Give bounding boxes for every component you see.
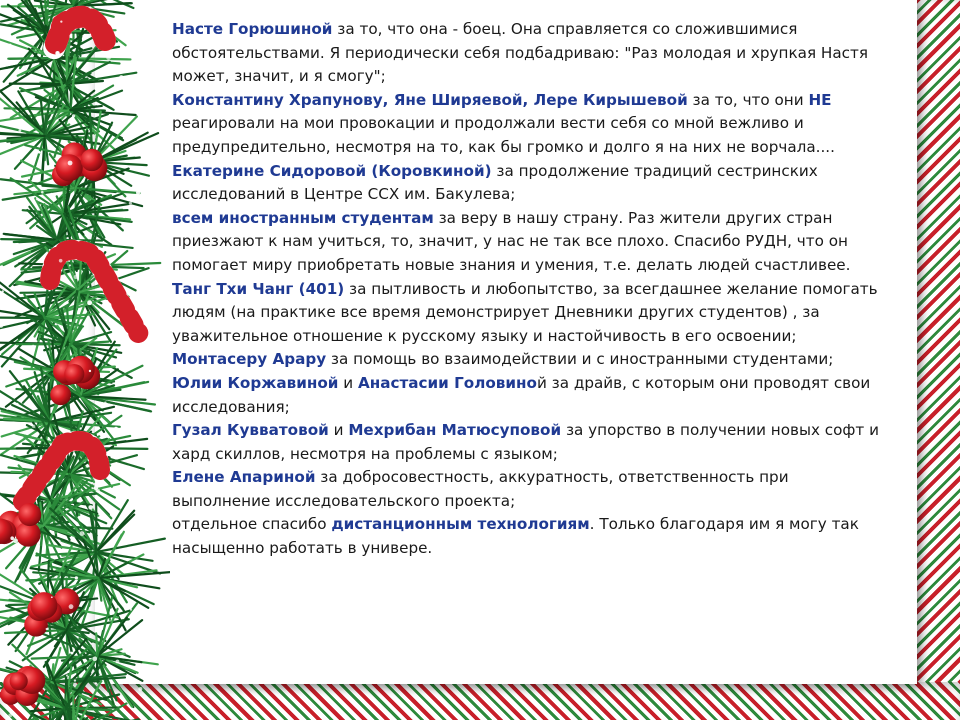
snowflake-sparkle-icon [116, 660, 120, 664]
gratitude-paragraph [172, 207, 882, 278]
snowflake-sparkle-icon [94, 486, 98, 490]
snowflake-sparkle-icon [88, 505, 93, 510]
gratitude-paragraph [172, 348, 882, 372]
snowflake-sparkle-icon [47, 7, 49, 9]
snowflake-sparkle-icon [51, 596, 53, 598]
gratitude-text-block [172, 18, 882, 561]
snowflake-sparkle-icon [138, 687, 142, 691]
snowflake-sparkle-icon [104, 401, 106, 403]
snowflake-sparkle-icon [85, 66, 87, 68]
snowflake-sparkle-icon [70, 652, 73, 655]
snowflake-sparkle-icon [1, 185, 4, 188]
snowflake-sparkle-icon [136, 213, 140, 217]
snowflake-sparkle-icon [63, 55, 65, 57]
candy-stripe-right-border [915, 0, 960, 720]
snowflake-sparkle-icon [32, 345, 34, 347]
snowflake-sparkle-icon [13, 538, 18, 543]
paragraph-text: за добросовестность, аккуратность, ответственность при выполнение исследовательского проекта; [172, 468, 789, 510]
gratitude-paragraph [172, 466, 882, 513]
gratitude-paragraph [172, 278, 882, 349]
snowflake-sparkle-icon [130, 632, 134, 636]
recipient-name: дистанционным технологиям [331, 515, 590, 534]
paragraph-text: за помощь во взаимодействии и с иностранными студентами; [326, 350, 834, 369]
snowflake-sparkle-icon [130, 609, 132, 611]
snowflake-sparkle-icon [114, 455, 118, 459]
paragraph-text: за продолжение традиций сестринских исследований в Центре ССХ им. Бакулева; [172, 161, 818, 204]
snowflake-sparkle-icon [50, 193, 52, 195]
snowflake-sparkle-icon [148, 155, 153, 160]
paragraph-text: и [338, 373, 358, 392]
snowflake-sparkle-icon [8, 713, 12, 717]
snowflake-sparkle-icon [55, 51, 59, 55]
snowflake-sparkle-icon [9, 44, 12, 47]
snowflake-sparkle-icon [0, 249, 3, 253]
recipient-name: Константину Храпунову, Яне Ширяевой, Лере Кирышевой [172, 90, 688, 109]
recipient-name: Юлии Коржавиной [172, 373, 339, 392]
snowflake-sparkle-icon [132, 65, 134, 67]
snowflake-sparkle-icon [8, 111, 12, 115]
snowflake-sparkle-icon [41, 191, 44, 194]
holly-berries-icon [0, 503, 41, 547]
recipient-name: Танг Тхи Чанг (401) [172, 279, 345, 298]
paragraph-text: реагировали на мои провокации и продолжали вести себя со мной вежливо и предупредительно, несмотря на то, как бы громко и долго я на них не ворчала.... [172, 114, 835, 156]
snowflake-sparkle-icon [129, 202, 132, 205]
snowflake-sparkle-icon [136, 274, 141, 279]
recipient-name: Гузал Кувватовой [172, 421, 329, 440]
snowflake-sparkle-icon [89, 370, 91, 372]
paragraph-text: за то, что она - боец. Она справляется со сложившимися обстоятельствами. Я периодически себя подбадриваю: "Раз молодая и хрупкая Настя может, значит, и я смогу"; [172, 20, 868, 86]
paragraph-text: за то, что они [687, 90, 809, 109]
snowflake-sparkle-icon [15, 174, 17, 176]
snowflake-sparkle-icon [69, 604, 74, 609]
snowflake-sparkle-icon [74, 679, 76, 681]
gratitude-paragraph [172, 419, 882, 466]
paragraph-text: за пытливость и любопытство, за всегдашнее желание помогать людям (на практике все время демонстрирует Дневники других студентов) , за уважительное отношение к русскому языку и настойчивость в его освоении; [172, 279, 878, 345]
snowflake-sparkle-icon [32, 424, 36, 428]
snowflake-sparkle-icon [10, 536, 14, 540]
snowflake-sparkle-icon [68, 161, 73, 166]
snowflake-sparkle-icon [106, 55, 111, 60]
fir-garland-decoration [0, 0, 170, 720]
gratitude-paragraph [172, 513, 882, 560]
paragraph-text: . Только благодаря им я могу так насыщенно работать в универе. [172, 515, 859, 558]
paragraph-text: за упорство в получении новых софт и хард скиллов, несмотря на проблемы с языком; [172, 421, 879, 463]
snowflake-sparkle-icon [69, 264, 71, 266]
gratitude-paragraph [172, 160, 882, 207]
snowflake-sparkle-icon [6, 407, 9, 410]
snowflake-sparkle-icon [128, 494, 131, 497]
paragraph-text: за веру в нашу страну. Раз жители других стран приезжают к нам учиться, то, значит, у нас не так все плохо. Спасибо РУДН, что он помогает миру приобретать новые знания и умения, т.е. делать людей счастливее. [172, 208, 851, 274]
snowflake-sparkle-icon [22, 372, 27, 377]
gratitude-paragraph [172, 372, 882, 419]
snowflake-sparkle-icon [46, 628, 48, 630]
snowflake-sparkle-icon [114, 427, 118, 431]
snowflake-sparkle-icon [5, 189, 9, 193]
recipient-name: Анастасии Головино [357, 373, 537, 392]
paragraph-text: отдельное спасибо [172, 515, 332, 534]
snowflake-sparkle-icon [42, 42, 44, 44]
paragraph-text: й за драйв, с которым они проводят свои исследования; [172, 373, 871, 416]
gratitude-paragraph [172, 18, 882, 89]
snowflake-sparkle-icon [87, 300, 92, 305]
snowflake-sparkle-icon [156, 436, 160, 440]
recipient-name: Насте Горюшиной [172, 20, 333, 38]
snowflake-sparkle-icon [60, 20, 62, 22]
snowflake-sparkle-icon [136, 191, 140, 195]
snowflake-sparkle-icon [38, 151, 41, 154]
recipient-name: Елене Апариной [172, 468, 316, 487]
snowflake-sparkle-icon [80, 531, 85, 536]
snowflake-sparkle-icon [119, 75, 124, 80]
snowflake-sparkle-icon [92, 550, 94, 552]
snowflake-sparkle-icon [59, 259, 63, 263]
snowflake-sparkle-icon [123, 215, 126, 218]
snowflake-sparkle-icon [36, 198, 38, 200]
snowflake-sparkle-icon [72, 114, 75, 117]
gratitude-paragraph [172, 89, 882, 160]
recipient-name: НЕ [808, 90, 832, 109]
snowflake-sparkle-icon [148, 255, 151, 258]
snowflake-sparkle-icon [0, 632, 2, 635]
recipient-name: Екатерине Сидоровой (Коровкиной) [172, 161, 492, 180]
paragraph-text: и [328, 421, 349, 440]
snowflake-sparkle-icon [10, 227, 12, 229]
snowflake-sparkle-icon [92, 656, 97, 661]
snowflake-sparkle-icon [130, 419, 133, 422]
recipient-name: Монтасеру Арару [172, 350, 327, 369]
snowflake-sparkle-icon [78, 98, 80, 100]
snowflake-sparkle-icon [16, 403, 18, 405]
snowflake-sparkle-icon [2, 290, 4, 292]
snowflake-sparkle-icon [75, 576, 78, 579]
snowflake-sparkle-icon [66, 675, 68, 677]
snowflake-sparkle-icon [74, 275, 78, 279]
snowflake-sparkle-icon [18, 129, 21, 132]
recipient-name: Мехрибан Матюсуповой [348, 421, 562, 440]
recipient-name: всем иностранным студентам [172, 208, 434, 227]
